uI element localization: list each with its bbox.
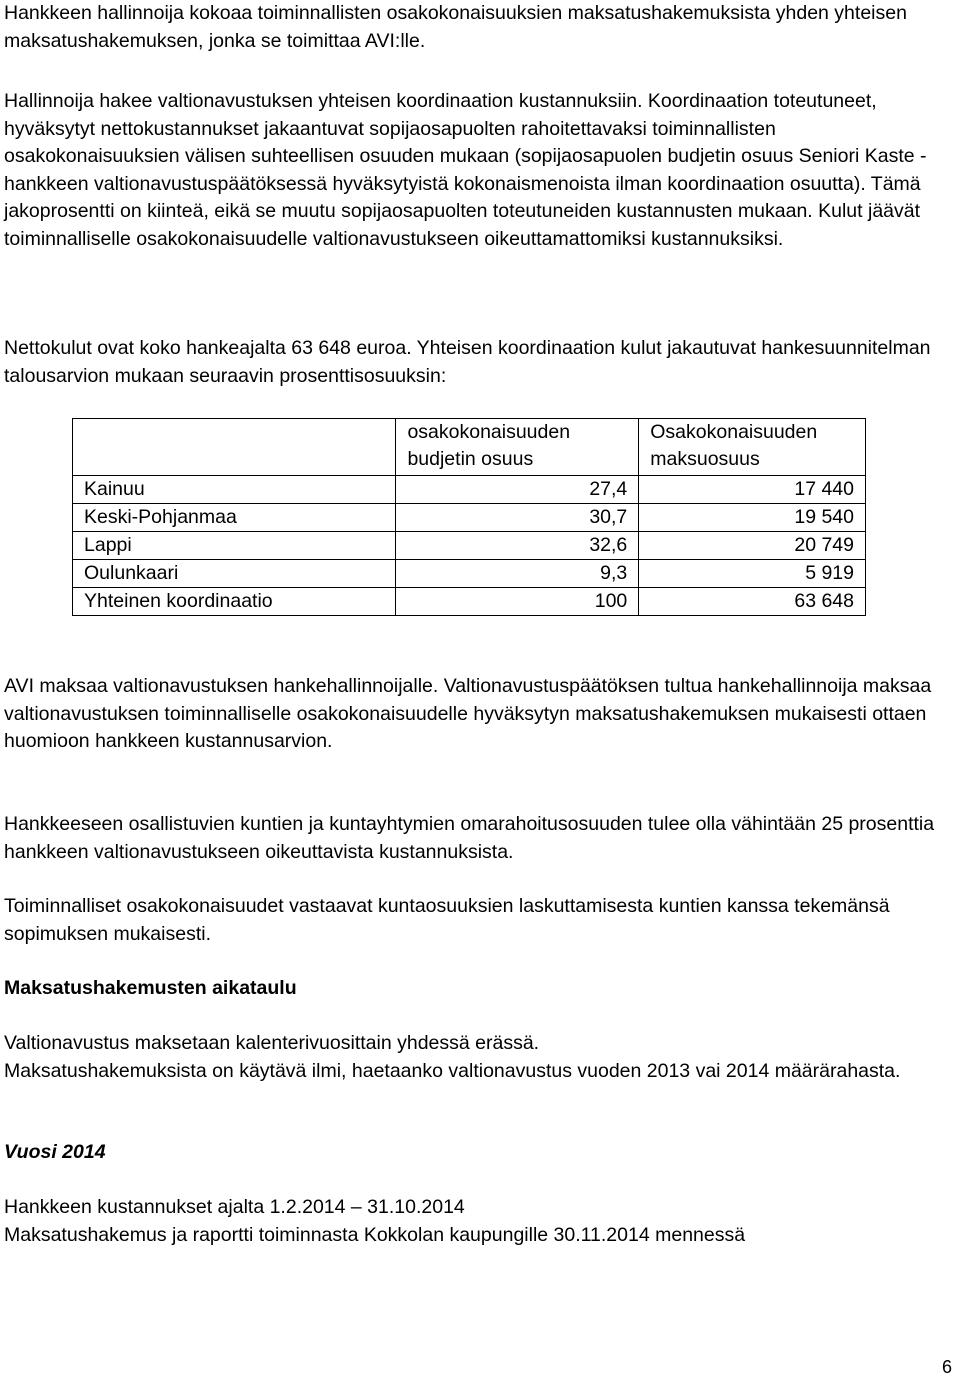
table-row bbox=[73, 476, 866, 504]
schedule-line-2: Maksatushakemuksista on käytävä ilmi, haetaanko valtionavustus vuoden 2013 vai 2014 määrärahasta. bbox=[4, 1059, 901, 1082]
table-row bbox=[73, 560, 866, 588]
table-cell: 20 749 bbox=[639, 532, 866, 560]
table-cell: 100 bbox=[396, 588, 639, 616]
table-row bbox=[73, 504, 866, 532]
paragraph-invoicing: Toiminnalliset osakokonaisuudet vastaavat kuntaosuuksien laskuttamisesta kuntien kanssa tekemänsä sopimuksen mukaisesti. bbox=[4, 895, 890, 945]
paragraph-coordination: Hallinnoija hakee valtionavustuksen yhteisen koordinaation kustannuksiin. Koordinaation toteutuneet, hyväksytyt nettokustannukset jakaantuvat sopijaosapuolten rahoitettavaksi toiminnallisten osakokonaisuuksien välisen suhteellisen osuuden mukaan (sopijaosapuolen budjetin osuus Seniori Kaste -hankkeen valtionavustuspäätöksessä hyväksytyistä kokonaismenoista ilman koordinaation osuutta). Tämä jakoprosentti on kiinteä, eikä se muutu sopijaosapuolten toteutuneiden kustannusten mukaan. Kulut jäävät toiminnalliselle osakokonaisuudelle valtionavustukseen oikeuttamattomiksi kustannuksiksi. bbox=[4, 90, 927, 250]
schedule-text bbox=[4, 1030, 900, 1085]
heading-year-2014: Vuosi 2014 bbox=[4, 1141, 106, 1163]
table-cell: Kainuu bbox=[73, 476, 396, 504]
table-row bbox=[73, 532, 866, 560]
table-cell: 9,3 bbox=[396, 560, 639, 588]
table-cell: 30,7 bbox=[396, 504, 639, 532]
cost-share-table bbox=[72, 418, 866, 616]
year-text bbox=[4, 1194, 745, 1249]
paragraph-avi-payment: AVI maksaa valtionavustuksen hankehallinnoijalle. Valtionavustuspäätöksen tultua hankehallinnoija maksaa valtionavustuksen toiminnalliselle osakokonaisuudelle hyväksytyn maksatushakemuksen mukaisesti ottaen huomioon hankkeen kustannusarvion. bbox=[4, 675, 932, 752]
table-header-cell bbox=[73, 419, 396, 476]
paragraph-self-financing: Hankkeeseen osallistuvien kuntien ja kuntayhtymien omarahoitusosuuden tulee olla vähintään 25 prosenttia hankkeen valtionavustukseen oikeuttavista kustannuksista. bbox=[4, 813, 935, 863]
table-header-cell: Osakokonaisuuden maksuosuus bbox=[639, 419, 866, 476]
table-cell: 63 648 bbox=[639, 588, 866, 616]
table-cell: 19 540 bbox=[639, 504, 866, 532]
table-cell: 17 440 bbox=[639, 476, 866, 504]
paragraph-intro: Hankkeen hallinnoija kokoaa toiminnallisten osakokonaisuuksien maksatushakemuksista yhden yhteisen maksatushakemuksen, jonka se toimittaa AVI:lle. bbox=[4, 2, 907, 52]
table-cell: 32,6 bbox=[396, 532, 639, 560]
heading-payment-schedule: Maksatushakemusten aikataulu bbox=[4, 977, 297, 999]
table-cell: 5 919 bbox=[639, 560, 866, 588]
year-line-2: Maksatushakemus ja raportti toiminnasta Kokkolan kaupungille 30.11.2014 mennessä bbox=[4, 1223, 746, 1246]
table-header-row bbox=[73, 419, 866, 476]
table-cell: Yhteinen koordinaatio bbox=[73, 588, 396, 616]
table-cell: Keski-Pohjanmaa bbox=[73, 504, 396, 532]
schedule-line-1: Valtionavustus maksetaan kalenterivuosittain yhdessä erässä. bbox=[4, 1032, 540, 1054]
table-cell: Oulunkaari bbox=[73, 560, 396, 588]
table-cell: 27,4 bbox=[396, 476, 639, 504]
table-row bbox=[73, 588, 866, 616]
paragraph-net-costs: Nettokulut ovat koko hankeajalta 63 648 euroa. Yhteisen koordinaation kulut jakautuvat hankesuunnitelman talousarvion mukaan seuraavin prosenttisosuuksin: bbox=[4, 337, 931, 387]
page-number: 6 bbox=[941, 1357, 952, 1377]
table-cell: Lappi bbox=[73, 532, 396, 560]
table-header-cell: osakokonaisuuden budjetin osuus bbox=[396, 419, 639, 476]
year-line-1: Hankkeen kustannukset ajalta 1.2.2014 – 31.10.2014 bbox=[4, 1196, 465, 1218]
